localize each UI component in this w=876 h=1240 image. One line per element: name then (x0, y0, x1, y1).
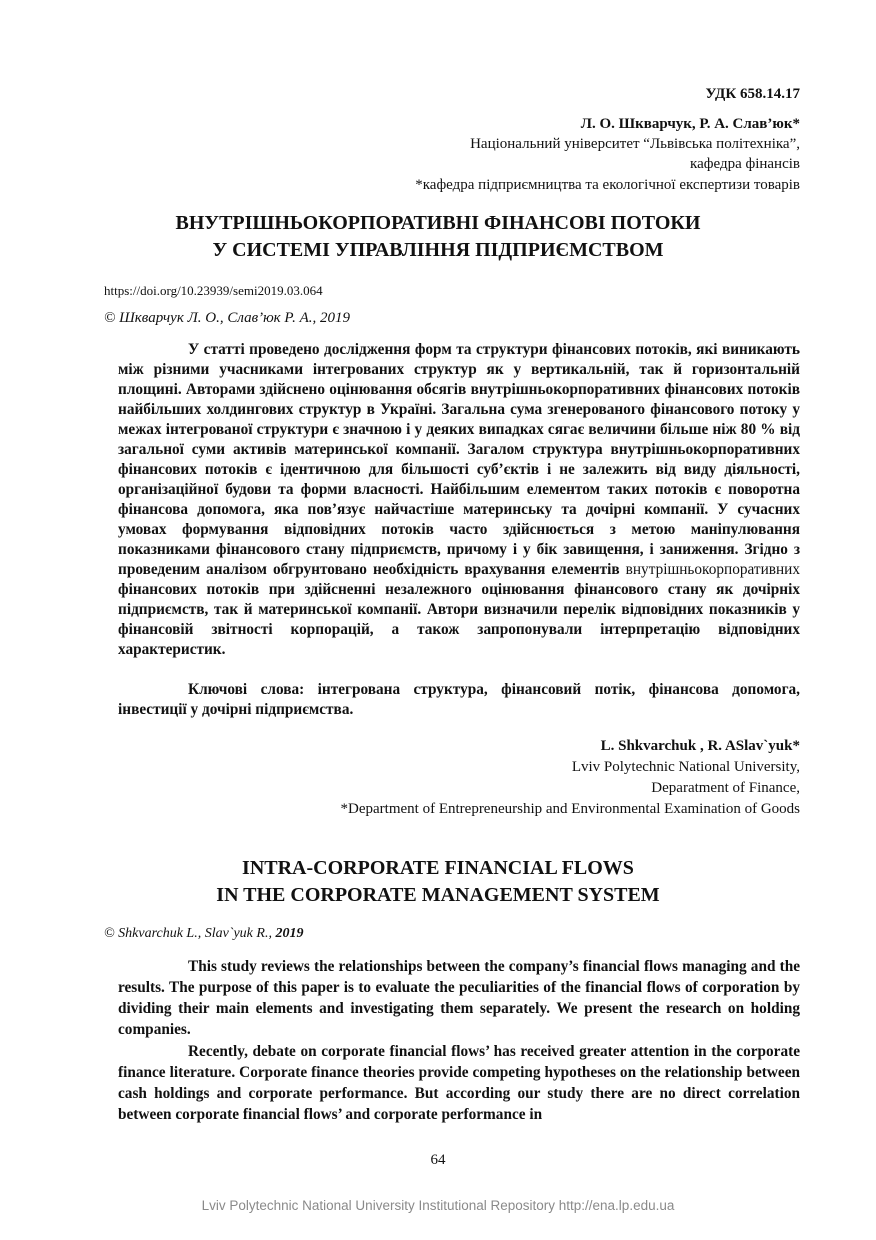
ua-abstract-part-4: фінансових потоків при здійсненні незалежного оцінювання фінансового стану як дочірніх підприємств, так й материнської компанії. Автори визначили перелік відповідних показників у фінансовій звітності корпорацій, а також запропонували інтерпретацію відповідних характеристик. (118, 581, 800, 658)
en-copyright-names: © Shkvarchuk L., Slav`yuk R., (104, 926, 272, 941)
ua-abstract-part-3: внутрішньокорпоративних (619, 561, 800, 578)
udk-code: УДК 658.14.17 (705, 86, 800, 102)
en-title (0, 855, 876, 909)
en-title-line-1: INTRA-CORPORATE FINANCIAL FLOWS (242, 857, 634, 879)
ua-copyright: © Шкварчук Л. О., Слав’юк Р. А., 2019 (104, 310, 350, 326)
ua-affiliation-university: Національний університет “Львівська політехніка”, (470, 136, 800, 152)
ua-title-line-2: У СИСТЕМІ УПРАВЛІННЯ ПІДПРИЄМСТВОМ (212, 239, 664, 261)
en-affiliation-department-2: *Department of Entrepreneurship and Environmental Examination of Goods (340, 801, 800, 817)
ua-title-line-1: ВНУТРІШНЬОКОРПОРАТИВНІ ФІНАНСОВІ ПОТОКИ (175, 212, 701, 234)
ua-abstract (118, 340, 800, 660)
en-affiliation-department: Deparatment of Finance, (651, 780, 800, 796)
repository-footer: Lviv Polytechnic National University Institutional Repository http://ena.lp.edu.ua (201, 1198, 675, 1213)
en-paragraph-1: This study reviews the relationships between the company’s financial flows managing and the results. The purpose of this paper is to evaluate the peculiarities of the financial flows of corporation by dividing their main elements and investigating them separately. We present the research on holding companies. (118, 958, 800, 1038)
en-authors: L. Shkvarchuk , R. ASlav`yuk* (600, 738, 800, 754)
ua-abstract-part-2: Згідно з проведеним аналізом обгрунтовано необхідність врахування елементів (118, 541, 800, 578)
en-affiliation-university: Lviv Polytechnic National University, (571, 759, 800, 775)
ua-affiliation-department-2: *кафедра підприємництва та екологічної експертизи товарів (415, 177, 800, 193)
page-number: 64 (430, 1152, 446, 1168)
en-copyright (104, 926, 303, 942)
en-paragraph-2: Recently, debate on corporate financial flows’ has received greater attention in the corporate finance literature. Corporate finance theories provide competing hypotheses on the relationship between cash holdings and corporate performance. But according our study there are no direct correlation between corporate financial flows’ and corporate performance in (118, 1043, 800, 1123)
doi-link[interactable]: https://doi.org/10.23939/semi2019.03.064 (104, 283, 323, 298)
ua-authors: Л. О. Шкварчук, Р. А. Слав’юк* (580, 116, 800, 132)
en-title-line-2: IN THE CORPORATE MANAGEMENT SYSTEM (216, 884, 660, 906)
ua-abstract-part-1: У статті проведено дослідження форм та структури фінансових потоків, які виникають між різними учасниками інтегрованих структур як у вертикальній, так й горизонтальній площині. Авторами здійснено оцінювання обсягів внутрішньокорпоративних фінансових потоків найбільших холдингових структур в Україні. Загальна сума згенерованого фінансового потоку у межах інтегрованої структури є значною і у деяких випадках сягає величини більше ніж 80 % від загальної суми активів материнської компанії. Загалом структура внутрішньокорпоративних фінансових потоків є ідентичною для більшості суб’єктів і не залежить від виду діяльності, організаційної будови та форми власності. Найбільшим елементом таких потоків є поворотна фінансова допомога, яка пов’язує найчастіше материнську та дочірні компанії. У сучасних умовах формування відповідних потоків часто здійснюється з метою маніпулювання показниками фінансового стану підприємств, причому і у бік завищення, і заниження. (118, 341, 800, 558)
ua-keywords: Ключові слова: інтегрована структура, фінансовий потік, фінансова допомога, інвестиції у дочірні підприємства. (118, 681, 800, 718)
en-copyright-year: 2019 (271, 926, 304, 941)
ua-affiliation-department: кафедра фінансів (690, 156, 800, 172)
ua-title (0, 210, 876, 264)
